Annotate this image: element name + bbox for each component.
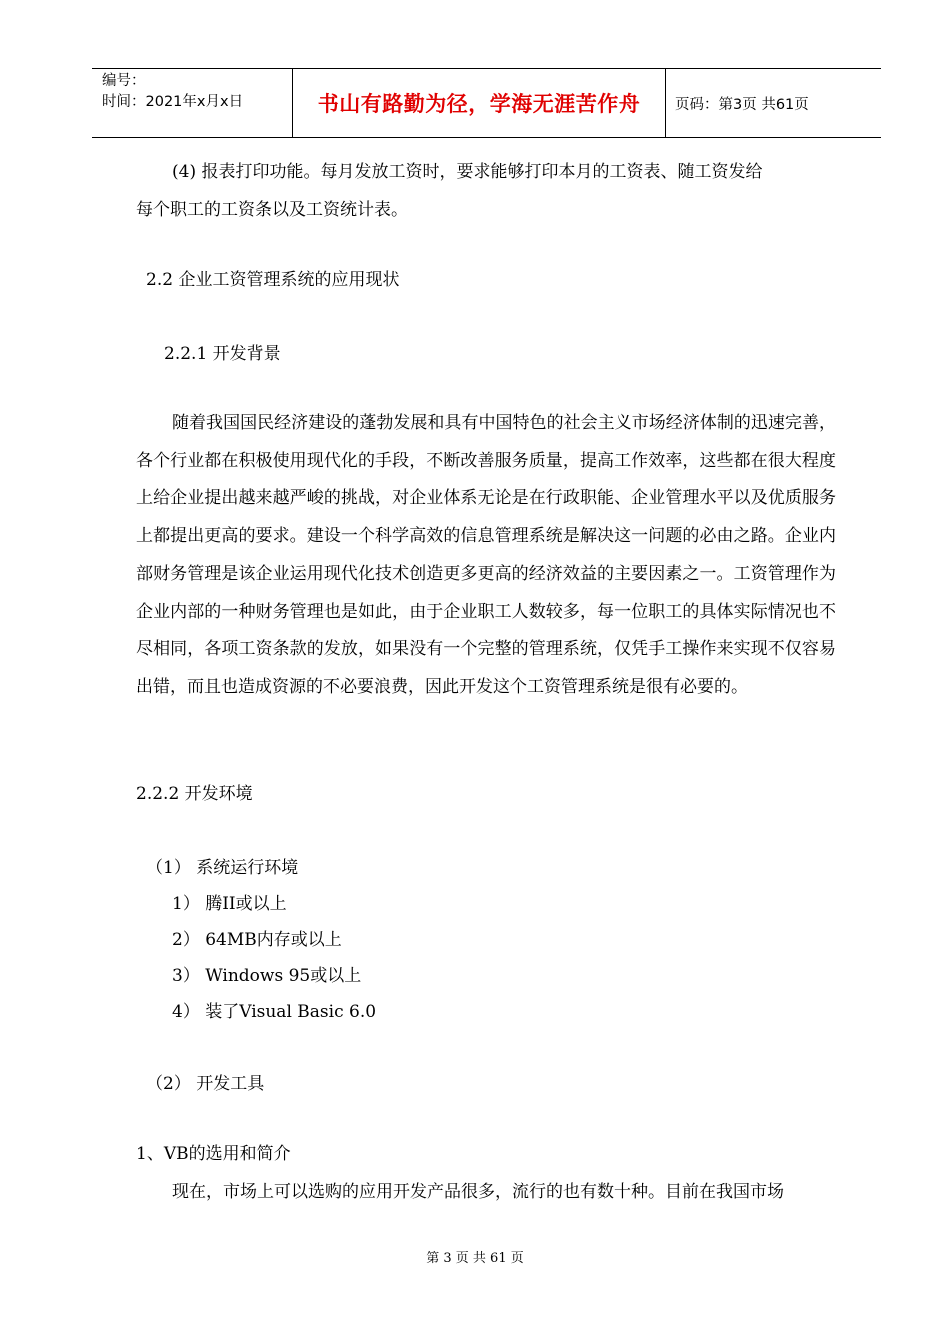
env-item: 4） 装了Visual Basic 6.0 [172,1002,377,1022]
env-item: 2） 64MB内存或以上 [172,930,342,950]
env-item: 3） Windows 95或以上 [172,966,362,986]
background-paragraph: 随着我国国民经济建设的蓬勃发展和具有中国特色的社会主义市场经济体制的迅速完善，各个行业都在积极使用现代化的手段，不断改善服务质量，提高工作效率，这些都在很大程度上给企业提出越来越严峻的挑战，对企业体系无论是在行政职能、企业管理水平以及优质服务上都提出更高的要求。建设一个科学高效的信息管理系统是解决这一问题的必由之路。企业内部财务管理是该企业运用现代化技术创造更多更高的经济效益的主要因素之一。工资管理作为企业内部的一种财务管理也是如此，由于企业职工人数较多，每一位职工的具体实际情况也不尽相同，各项工资条款的发放，如果没有一个完整的管理系统，仅凭手工操作来实现不仅容易出错，而且也造成资源的不必要浪费，因此开发这个工资管理系统是很有必要的。 [136,413,836,697]
section-heading-2-2: 2.2 企业工资管理系统的应用现状 [146,270,400,290]
header-page-info: 页码：第3页 共61页 [675,96,809,113]
section-heading-2-2-2: 2.2.2 开发环境 [136,784,253,804]
header-motto-cell [293,69,666,137]
document-number-label: 编号： [102,73,146,89]
header-page-cell [666,69,881,137]
page-footer: 第 3 页 共 61 页 [426,1251,524,1266]
document-header [92,68,881,138]
document-time-label: 时间：2021年x月x日 [102,94,244,110]
item4-line2: 每个职工的工资条以及工资统计表。 [136,200,408,220]
tools-heading: （2） 开发工具 [146,1074,265,1094]
section-heading-2-2-1: 2.2.1 开发背景 [164,344,281,364]
vb-heading: 1、VB的选用和简介 [136,1144,291,1164]
header-motto: 书山有路勤为径，学海无涯苦作舟 [317,92,641,116]
header-meta-cell [92,69,293,137]
env-heading: （1） 系统运行环境 [146,858,299,878]
env-item: 1） 腾II或以上 [172,894,287,914]
item4-line1: (4) 报表打印功能。每月发放工资时，要求能够打印本月的工资表、随工资发给 [172,162,763,182]
vb-paragraph: 现在，市场上可以选购的应用开发产品很多，流行的也有数十种。目前在我国市场 [172,1182,784,1202]
